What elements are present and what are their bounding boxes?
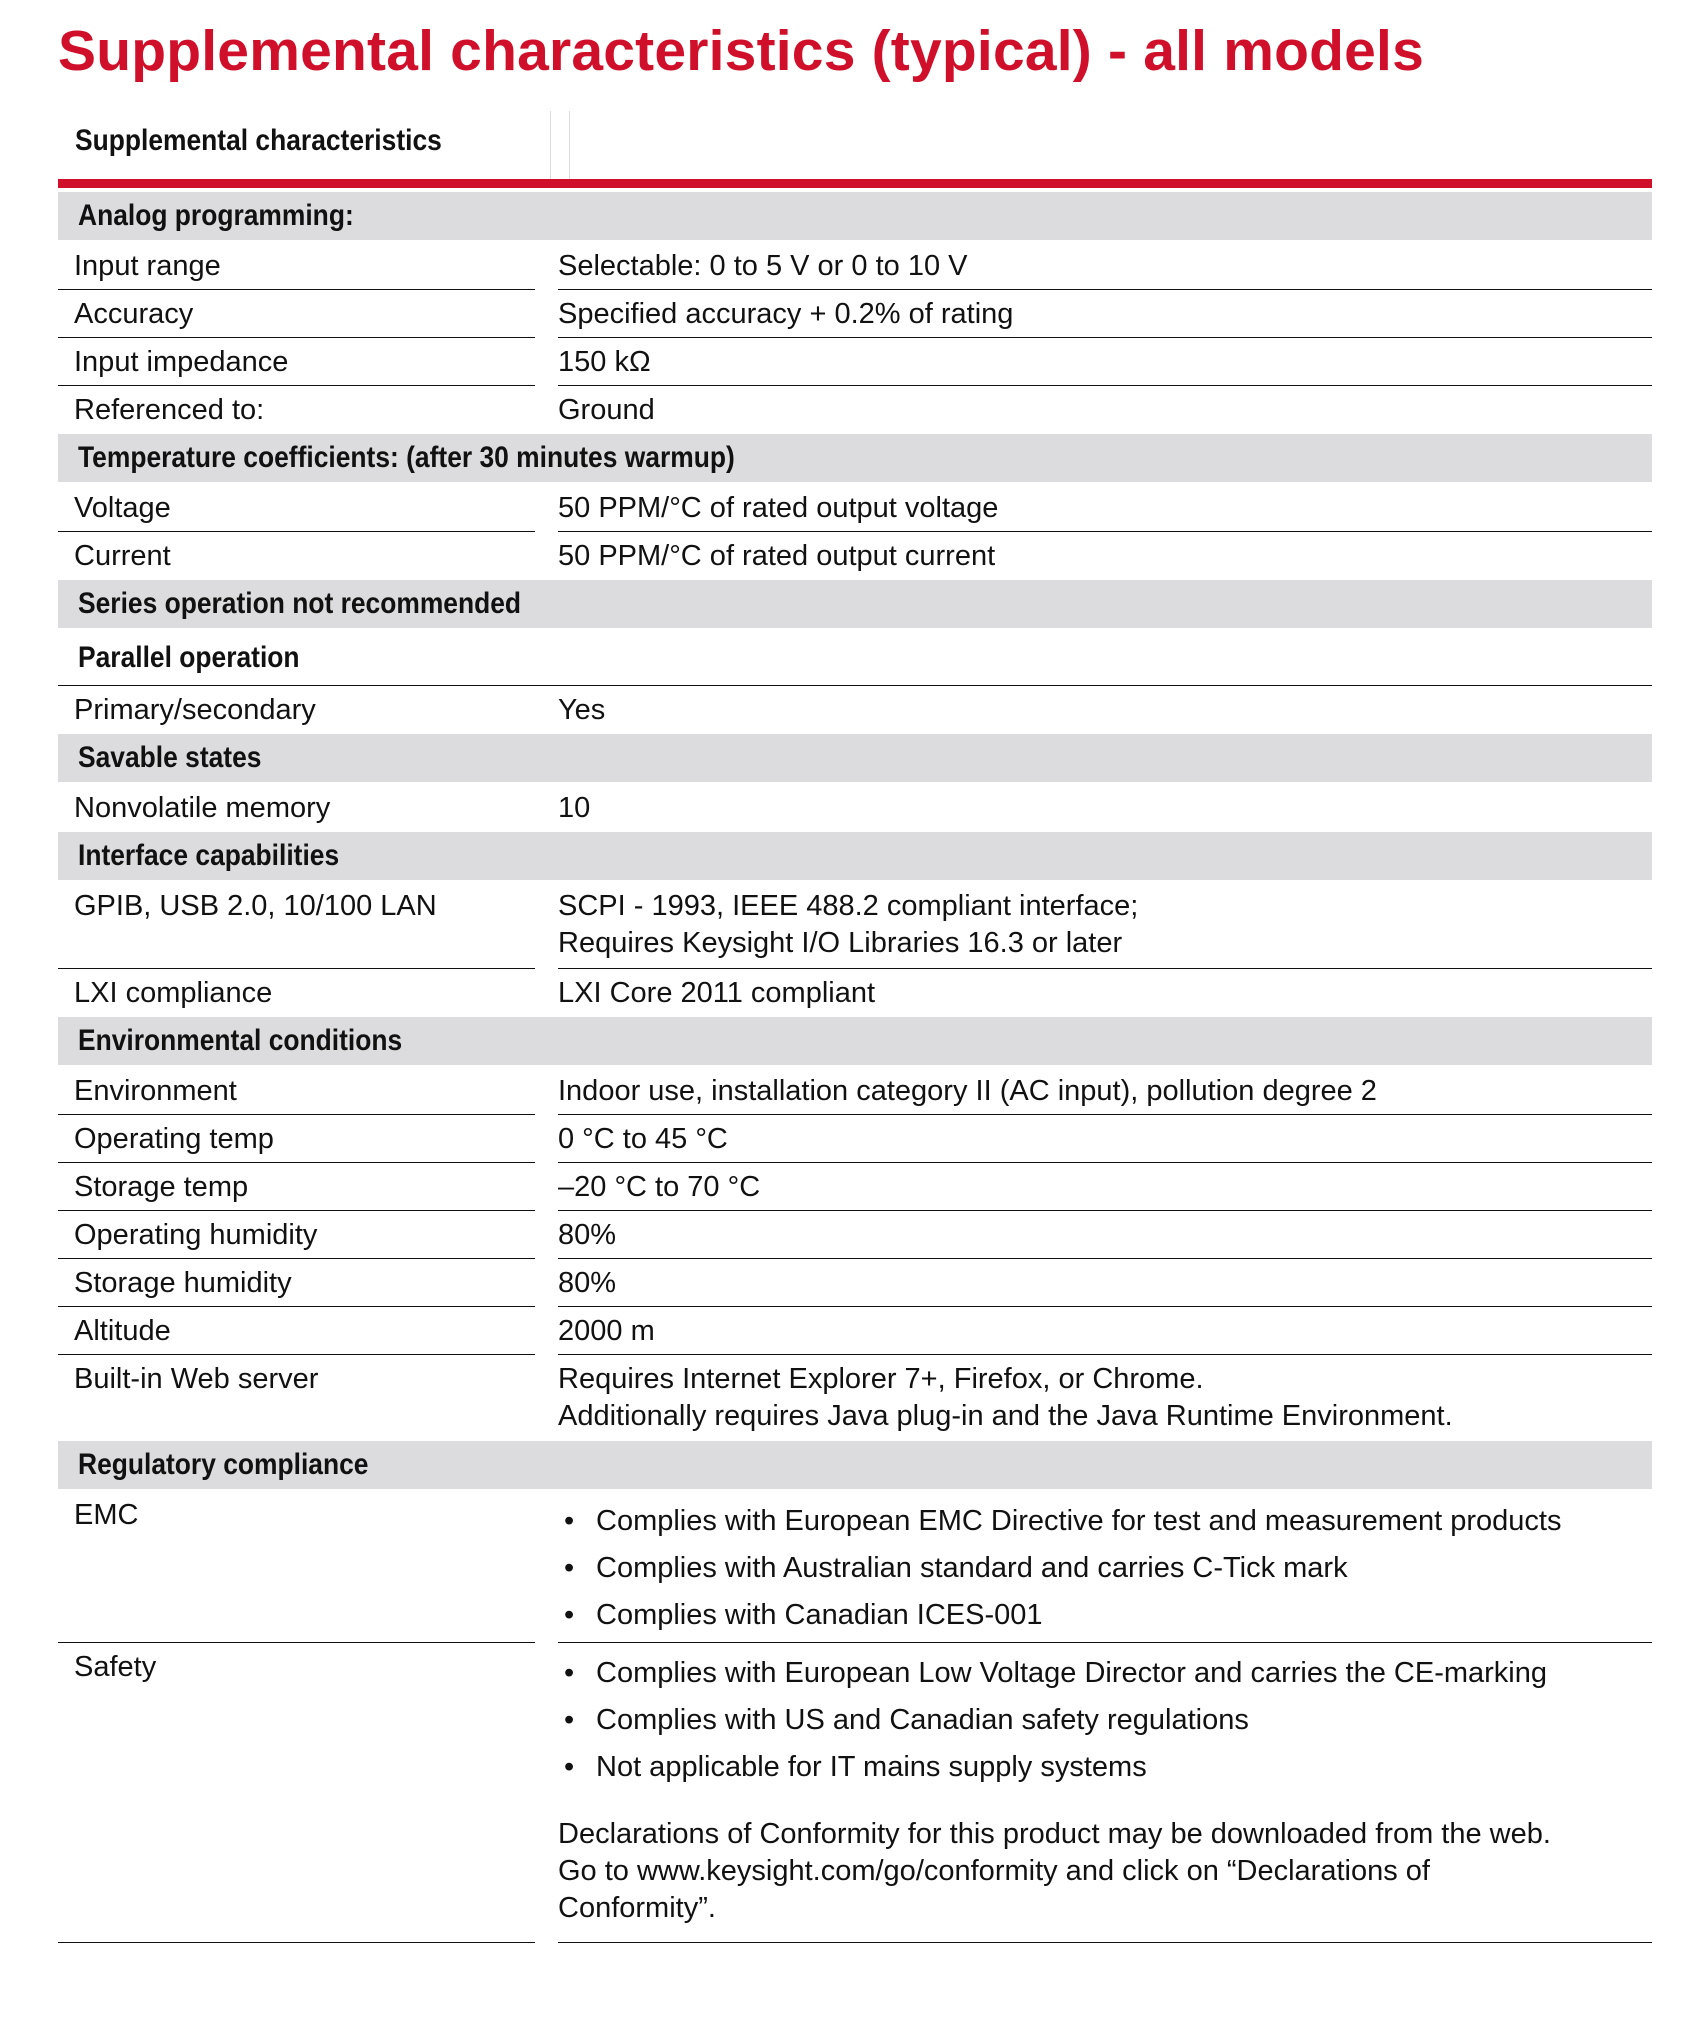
row-label: Input impedance — [58, 338, 535, 386]
row-label: Storage temp — [58, 1163, 535, 1211]
row-label: Accuracy — [58, 290, 535, 338]
row-value: –20 °C to 70 °C — [558, 1163, 1652, 1211]
table-row — [58, 338, 1652, 386]
row-label: Primary/secondary — [74, 694, 316, 726]
row-value: 0 °C to 45 °C — [558, 1115, 1652, 1163]
table-row — [58, 1211, 1652, 1259]
table-row — [58, 1259, 1652, 1307]
row-value: 80% — [558, 1259, 1652, 1307]
list-item: • Complies with European EMC Directive for test and measurement products — [558, 1503, 1652, 1540]
section-heading-interface: Interface capabilities — [58, 832, 1652, 880]
row-value: Yes — [558, 694, 606, 726]
row-label: Referenced to: — [74, 394, 265, 426]
column-divider — [569, 111, 570, 179]
list-item: • Complies with Australian standard and carries C-Tick mark — [558, 1550, 1652, 1587]
row-value: 10 — [558, 792, 591, 824]
table-row — [58, 242, 1652, 290]
table-row — [58, 1491, 1652, 1643]
table-row — [58, 882, 1652, 969]
table-row — [58, 784, 1652, 832]
section-heading-temperature: Temperature coefficients: (after 30 minutes warmup) — [58, 434, 1652, 482]
row-label: Nonvolatile memory — [74, 792, 331, 824]
table-row — [58, 532, 1652, 580]
list-item: • Complies with European Low Voltage Director and carries the CE-marking — [558, 1655, 1652, 1692]
list-item: • Complies with US and Canadian safety regulations — [558, 1702, 1652, 1739]
conformity-note: Declarations of Conformity for this product may be downloaded from the web. Go to www.keysight.com/go/conformity and click on “Declarations of Conformity”. — [558, 1818, 1551, 1924]
section-heading-analog: Analog programming: — [58, 192, 1652, 240]
table-row — [58, 386, 1652, 434]
row-value: SCPI - 1993, IEEE 488.2 compliant interface; Requires Keysight I/O Libraries 16.3 or later — [558, 882, 1652, 969]
table-row — [58, 686, 1652, 734]
row-label: Input range — [58, 242, 535, 290]
row-label: Operating humidity — [58, 1211, 535, 1259]
table-row — [58, 290, 1652, 338]
row-label: GPIB, USB 2.0, 10/100 LAN — [58, 882, 535, 969]
row-label: Safety — [58, 1643, 535, 1943]
row-value: 80% — [558, 1211, 1652, 1259]
row-label: Built-in Web server — [74, 1363, 319, 1395]
column-divider — [550, 111, 551, 179]
row-value: Specified accuracy + 0.2% of rating — [558, 290, 1652, 338]
row-value — [558, 1643, 1652, 1943]
header-rule — [58, 179, 1652, 188]
row-value: 2000 m — [558, 1307, 1652, 1355]
row-value: 50 PPM/°C of rated output voltage — [558, 484, 1652, 532]
table-row — [58, 1643, 1652, 1943]
section-heading-environmental: Environmental conditions — [58, 1017, 1652, 1065]
table-row — [58, 1355, 1652, 1441]
row-label: Current — [74, 540, 171, 572]
row-label: Environment — [58, 1067, 535, 1115]
table-row — [58, 1115, 1652, 1163]
row-value: Indoor use, installation category II (AC input), pollution degree 2 — [558, 1067, 1652, 1115]
row-label: Storage humidity — [58, 1259, 535, 1307]
emc-list — [558, 1503, 1652, 1634]
table-row — [58, 484, 1652, 532]
section-heading-savable: Savable states — [58, 734, 1652, 782]
row-label: LXI compliance — [74, 977, 273, 1009]
spec-table — [58, 111, 1652, 1943]
row-label: Operating temp — [58, 1115, 535, 1163]
row-value: Requires Internet Explorer 7+, Firefox, or Chrome. Additionally requires Java plug-in and the Java Runtime Environment. — [558, 1363, 1453, 1432]
table-row — [58, 1307, 1652, 1355]
section-heading-parallel: Parallel operation — [58, 630, 1652, 686]
row-value: 50 PPM/°C of rated output current — [558, 540, 996, 572]
table-row — [58, 969, 1652, 1017]
row-value: Selectable: 0 to 5 V or 0 to 10 V — [558, 242, 1652, 290]
table-header — [58, 111, 1652, 179]
row-value: LXI Core 2011 compliant — [558, 977, 876, 1009]
safety-list — [558, 1655, 1652, 1786]
row-label: Altitude — [58, 1307, 535, 1355]
page-title: Supplemental characteristics (typical) - all models — [58, 19, 1424, 83]
list-item: • Complies with Canadian ICES-001 — [558, 1597, 1652, 1634]
row-label: Voltage — [58, 484, 535, 532]
list-item: • Not applicable for IT mains supply systems — [558, 1749, 1652, 1786]
row-label: EMC — [58, 1491, 535, 1643]
row-value: 150 kΩ — [558, 338, 1652, 386]
row-value — [558, 1491, 1652, 1643]
table-row — [58, 1163, 1652, 1211]
row-value: Ground — [558, 394, 655, 426]
table-row — [58, 1067, 1652, 1115]
section-heading-series: Series operation not recommended — [58, 580, 1652, 628]
section-heading-regulatory: Regulatory compliance — [58, 1441, 1652, 1489]
table-caption: Supplemental characteristics — [75, 124, 442, 157]
